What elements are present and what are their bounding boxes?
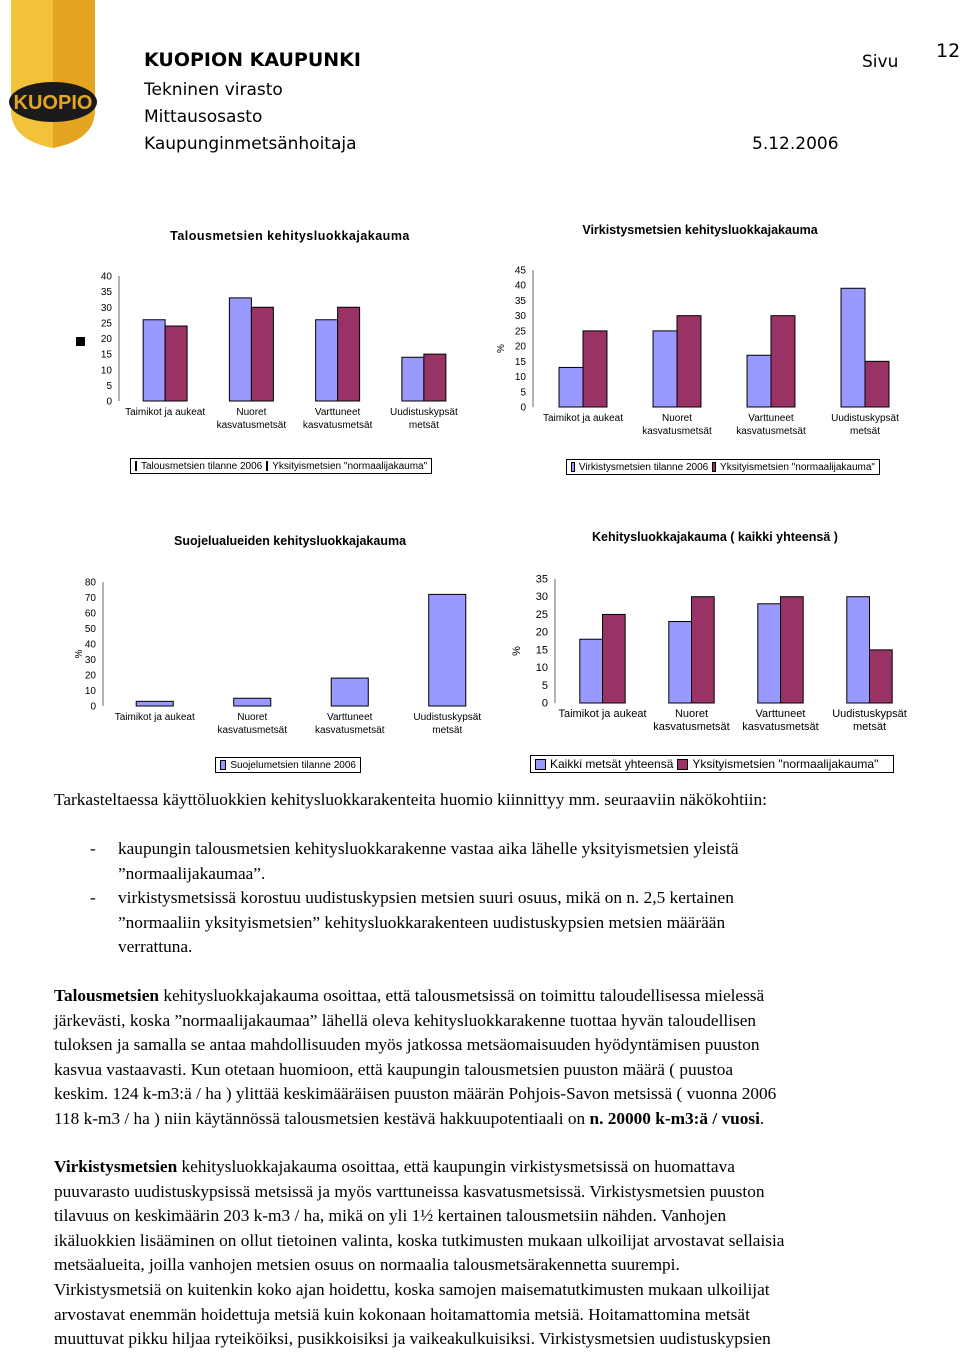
y-tick-label: 80 [84,577,96,589]
x-tick-label: Nuoret [236,407,267,418]
bar [583,331,607,407]
kuopio-logo [5,0,100,150]
x-tick-label: metsät [432,725,463,736]
y-tick-label: 30 [100,302,112,314]
bar [331,678,368,706]
chart-svg [508,570,918,745]
bar [165,326,187,401]
bullet-2-line-2: ”normaaliin yksityismetsien” kehitysluokkarakenteen uudistuskypsien metsien määrään [118,912,726,932]
paragraph-line: metsäalueita, joilla vanhojen metsien osuus on normaalia talousmetsärakennetta suurempi. [54,1255,680,1275]
y-axis-label: % [496,344,507,353]
bar [429,594,466,706]
legend-talousmetsat [130,458,432,474]
paragraph-line: tilavuus on keskimäärin 203 k-m3 / ha, mikä on yli 1½ kertainen talousmetsiin nähden. Vanhojen [54,1206,727,1226]
bar [229,298,251,401]
x-tick-label: metsät [852,721,887,733]
y-tick-label: 15 [100,349,112,361]
x-tick-label: kasvatusmetsät [653,721,730,733]
bar [559,367,583,407]
paragraph-line: kasvua vastaavasti. Kun otetaan huomioon, että kaupungin talousmetsien puuston määrä ( puustoa [54,1059,734,1079]
x-tick-label: metsät [849,426,881,437]
x-tick-label: Nuoret [661,413,693,424]
y-tick-label: 20 [100,334,112,345]
y-tick-label: 5 [520,387,526,399]
paragraph-line: Virkistysmetsiä on kuitenkin koko ajan hoidettu, koska samojen maisematutkimusten mukaan ulkoilijat [54,1279,770,1299]
bar [402,357,424,401]
y-tick-label: 0 [90,701,96,713]
y-tick-label: 20 [514,341,526,353]
x-tick-label: Uudistuskypsät [413,712,482,723]
x-tick-label: Taimikot ja aukeat [558,708,647,720]
page-number: 12 [936,40,960,62]
chart-talousmetsat [70,265,470,445]
y-tick-label: 30 [84,655,96,666]
bar [234,698,271,706]
chart-virkistysmetsat [492,262,912,447]
bar [136,701,173,706]
bar [603,614,626,703]
y-tick-label: 10 [514,372,526,384]
bar [692,597,715,703]
y-tick-label: 25 [514,326,526,338]
y-axis-label: % [511,646,523,656]
intro-paragraph: Tarkasteltaessa käyttöluokkien kehitysluokkarakenteita huomio kiinnittyy mm. seuraaviin näkökohtiin: [54,790,767,809]
page-label: Sivu [862,52,899,72]
document-date: 5.12.2006 [752,134,839,154]
department-line-1: Tekninen virasto [144,80,283,100]
bullet-2-line-1: virkistysmetsissä korostuu uudistuskypsien metsien suuri osuus, mikä on n. 2,5 kertainen [118,888,734,907]
x-tick-label: Nuoret [674,708,709,720]
legend-label: Suojelumetsien tilanne 2006 [230,759,356,771]
chart-svg [70,265,470,445]
x-tick-label: Taimikot ja aukeat [114,712,195,723]
legend-swatch-series1 [220,760,226,770]
y-tick-label: 50 [84,624,96,635]
y-tick-label: 10 [84,686,96,697]
bar [747,355,771,407]
y-tick-label: 30 [535,591,548,604]
paragraph-line: 118 k-m3 / ha ) niin käytännössä talousmetsien kestävä hakkuupotentiaali on [54,1108,590,1128]
x-tick-label: metsät [408,420,439,431]
legend-swatch-series1 [135,461,137,471]
x-tick-label: kasvatusmetsät [742,721,819,733]
bar [143,320,165,401]
x-tick-label: Varttuneet [314,407,361,418]
x-tick-label: Uudistuskypsät [832,708,907,720]
y-tick-label: 45 [514,265,526,277]
paragraph-line: . [759,1108,765,1128]
legend-swatch-series2 [677,759,688,770]
x-tick-label: Uudistuskypsät [389,407,458,418]
y-tick-label: 0 [106,396,112,408]
legend-label: Yksityismetsien "normaalijakauma" [692,757,879,771]
y-tick-label: 30 [514,311,526,323]
bullet-2-line-3: verrattuna. [118,937,193,957]
y-tick-label: 70 [84,593,96,604]
legend-label: Kaikki metsät yhteensä [550,757,674,771]
legend-swatch-series2 [712,462,716,472]
y-tick-label: 40 [84,639,96,651]
legend-kaikki [530,755,894,773]
legend-label: Yksityismetsien "normaalijakauma" [720,461,875,473]
bar [865,361,889,407]
x-tick-label: Varttuneet [327,712,373,723]
x-tick-label: Nuoret [237,712,268,723]
department-line-2: Mittausosasto [144,107,263,127]
paragraph-virkistysmetsat [54,1155,954,1352]
bar [781,597,804,703]
paragraph-line: tuloksen ja samalla se antaa mahdollisuuden myös jatkossa metsäomaisuuden hyödyntämisen puuston [54,1035,760,1055]
chart-title-kaikki: Kehitysluokkajakauma ( kaikki yhteensä ) [592,530,838,544]
bar [424,354,446,401]
chart-title-suojelualueet: Suojelualueiden kehitysluokkajakauma [173,534,407,548]
paragraph-line: arvostavat enemmän hoidettuja metsiä kuin kokonaan hoitamattomia metsiä. Hoitamattomina metsät [54,1304,750,1324]
y-tick-label: 35 [514,295,526,307]
y-tick-label: 10 [535,662,548,675]
bullet-dash: - [90,888,96,907]
chart-suojelualueet [70,572,490,747]
y-tick-label: 15 [514,356,526,368]
x-tick-label: Taimikot ja aukeat [542,413,624,424]
y-tick-label: 25 [100,318,112,330]
legend-swatch-series1 [535,759,546,770]
y-tick-label: 40 [100,271,112,283]
paragraph-line: ikäluokkien lisääminen on ollut tietoinen valinta, koska tutkimusten mukaan ulkoilijat arvostavat sellaisia [54,1230,785,1250]
bar [669,622,692,703]
harvest-potential: n. 20000 k-m3:ä / vuosi [589,1108,760,1128]
bar [870,650,893,703]
bar [338,307,360,401]
bar [847,597,870,703]
legend-label: Yksityismetsien "normaalijakauma" [272,460,428,472]
chart-svg [492,262,912,447]
bar [771,316,795,407]
bar [580,639,603,703]
y-tick-label: 0 [541,697,548,710]
x-tick-label: kasvatusmetsät [217,725,287,736]
y-tick-label: 25 [535,608,548,621]
y-tick-label: 60 [84,608,96,620]
paragraph-heading: Virkistysmetsien [54,1157,178,1176]
chart-svg [70,572,490,747]
y-tick-label: 20 [84,670,96,682]
chart-kaikki [508,570,918,745]
x-tick-label: kasvatusmetsät [302,420,373,431]
chart-title-talousmetsat: Talousmetsien kehitysluokkajakauma [170,229,410,243]
organization-name: KUOPION KAUPUNKI [144,49,361,71]
y-tick-label: 15 [535,644,548,657]
paragraph-heading: Talousmetsien [54,986,159,1005]
x-tick-label: Taimikot ja aukeat [125,407,206,418]
legend-swatch-series2 [266,461,268,471]
y-tick-label: 20 [535,626,548,639]
paragraph-line: kehitysluokkajakauma osoittaa, että talousmetsissä on toimittu taloudellisessa mielessä [159,986,765,1005]
bar [758,604,781,703]
paragraph-line: muuttuvat pikku hiljaa ryteiköiksi, pusikkoisiksi ja vaikeakulkuisiksi. Virkistysmetsien uudistuskypsien [54,1329,771,1349]
paragraph-line: puuvarasto uudistuskypsissä metsissä ja myös varttuneissa kasvatusmetsissä. Virkistysmetsien puuston [54,1181,765,1201]
legend-suojelualueet [215,757,361,773]
y-tick-label: 35 [535,573,548,586]
x-tick-label: Varttuneet [755,708,806,720]
bullet-1-line-2: ”normaalijakaumaa”. [118,863,266,883]
bar [316,320,338,401]
y-tick-label: 5 [106,380,112,392]
y-tick-label: 35 [100,287,112,299]
y-tick-label: 10 [100,365,112,377]
y-tick-label: 40 [514,280,526,292]
x-tick-label: kasvatusmetsät [216,420,287,431]
legend-virkistysmetsat [566,459,880,475]
bullet-1-line-1: kaupungin talousmetsien kehitysluokkarakenne vastaa aika lähelle yksityismetsien yleistä [118,839,739,858]
paragraph-line: järkevästi, koska ”normaalijakaumaa” lähellä oleva kehitysluokkarakenne tuottaa hyvän taloudellisen [54,1010,757,1030]
bullet-item-2 [90,886,734,960]
bullet-item-1 [90,837,739,886]
y-tick-label: 5 [541,679,548,692]
paragraph-line: keskim. 124 k-m3:ä / ha ) ylittää keskimääräisen puuston määrän Pohjois-Savon metsissä ( vuonna 2006 [54,1084,777,1104]
x-tick-label: Varttuneet [748,413,794,424]
legend-marker [76,337,85,346]
y-axis-label: % [74,649,85,659]
x-tick-label: kasvatusmetsät [642,426,712,437]
paragraph-line: kehitysluokkajakauma osoittaa, että kaupungin virkistysmetsissä on huomattava [177,1157,735,1176]
bar [251,307,273,401]
legend-label: Virkistysmetsien tilanne 2006 [578,461,709,473]
department-line-3: Kaupunginmetsänhoitaja [144,134,357,154]
x-tick-label: kasvatusmetsät [736,426,806,437]
bar [677,316,701,407]
x-tick-label: Uudistuskypsät [831,413,899,424]
chart-title-virkistysmetsat: Virkistysmetsien kehitysluokkajakauma [582,223,818,237]
bar [653,331,677,407]
logo-text: KUOPIO [13,92,93,114]
bar [841,288,865,407]
y-tick-label: 0 [520,402,526,414]
legend-label: Talousmetsien tilanne 2006 [141,460,263,472]
legend-swatch-series1 [571,462,575,472]
bullet-dash: - [90,839,96,858]
x-tick-label: kasvatusmetsät [315,725,385,736]
paragraph-talousmetsat [54,984,944,1132]
